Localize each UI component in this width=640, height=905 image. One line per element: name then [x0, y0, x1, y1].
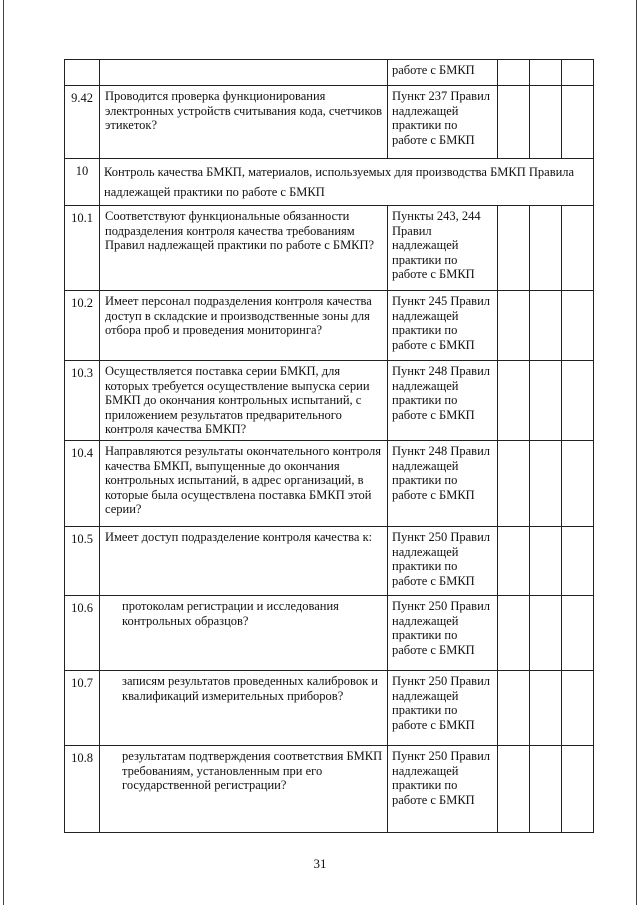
cell-not-applicable [562, 527, 594, 596]
cell-yes [498, 60, 530, 86]
cell-question: Соответствуют функциональные обязанности подразделения контроля качества требованиям Правил надлежащей практики по работе с БМКП? [100, 206, 388, 291]
cell-no [530, 60, 562, 86]
cell-number: 10.7 [65, 671, 100, 746]
cell-no [530, 671, 562, 746]
cell-number: 10.4 [65, 441, 100, 527]
cell-not-applicable [562, 60, 594, 86]
cell-no [530, 206, 562, 291]
cell-number: 9.42 [65, 86, 100, 159]
cell-number: 10.2 [65, 291, 100, 361]
cell-no [530, 291, 562, 361]
cell-no [530, 361, 562, 441]
cell-yes [498, 596, 530, 671]
cell-number: 10.6 [65, 596, 100, 671]
cell-yes [498, 361, 530, 441]
cell-question: Проводится проверка функционирования электронных устройств считывания кода, счетчиков этикеток? [100, 86, 388, 159]
cell-no [530, 527, 562, 596]
cell-reference: Пункт 250 Правил надлежащей практики по работе с БМКП [388, 671, 498, 746]
cell-reference: Пункт 250 Правил надлежащей практики по работе с БМКП [388, 527, 498, 596]
table-row [65, 60, 594, 86]
cell-not-applicable [562, 596, 594, 671]
cell-question: Имеет доступ подразделение контроля качества к: [100, 527, 388, 596]
cell-yes [498, 671, 530, 746]
table-row [65, 746, 594, 833]
cell-not-applicable [562, 671, 594, 746]
cell-reference: работе с БМКП [388, 60, 498, 86]
cell-yes [498, 206, 530, 291]
cell-no [530, 746, 562, 833]
page-edge-left [3, 0, 4, 905]
cell-reference: Пункт 248 Правил надлежащей практики по работе с БМКП [388, 441, 498, 527]
table-row [65, 86, 594, 159]
table-row [65, 441, 594, 527]
cell-number [65, 60, 100, 86]
cell-yes [498, 86, 530, 159]
cell-yes [498, 441, 530, 527]
cell-no [530, 86, 562, 159]
cell-not-applicable [562, 746, 594, 833]
cell-question: Направляются результаты окончательного контроля качества БМКП, выпущенные до окончания контрольных испытаний, в адрес организаций, в которые была осуществлена поставка БМКП этой серии? [100, 441, 388, 527]
cell-number: 10.1 [65, 206, 100, 291]
cell-no [530, 441, 562, 527]
cell-no [530, 596, 562, 671]
cell-number: 10.5 [65, 527, 100, 596]
cell-question: записям результатов проведенных калибровок и квалификаций измерительных приборов? [100, 671, 388, 746]
cell-question: результатам подтверждения соответствия БМКП требованиям, установленным при его государственной регистрации? [100, 746, 388, 833]
cell-not-applicable [562, 206, 594, 291]
cell-not-applicable [562, 361, 594, 441]
table-row [65, 671, 594, 746]
cell-not-applicable [562, 291, 594, 361]
cell-reference: Пункт 248 Правил надлежащей практики по работе с БМКП [388, 361, 498, 441]
table-row [65, 206, 594, 291]
table-row [65, 291, 594, 361]
section-row [65, 159, 594, 206]
cell-question [100, 60, 388, 86]
table-row [65, 596, 594, 671]
cell-not-applicable [562, 86, 594, 159]
cell-question: Имеет персонал подразделения контроля качества доступ в складские и производственные зоны для отбора проб и проведения мониторинга? [100, 291, 388, 361]
table-row [65, 361, 594, 441]
section-title: Контроль качества БМКП, материалов, используемых для производства БМКП Правила надлежащей практики по работе с БМКП [100, 159, 594, 206]
cell-reference: Пункт 245 Правил надлежащей практики по работе с БМКП [388, 291, 498, 361]
cell-reference: Пункты 243, 244 Правил надлежащей практики по работе с БМКП [388, 206, 498, 291]
table-row [65, 527, 594, 596]
checklist-table [64, 59, 594, 833]
page-number: 31 [313, 856, 327, 871]
cell-reference: Пункт 237 Правил надлежащей практики по работе с БМКП [388, 86, 498, 159]
cell-reference: Пункт 250 Правил надлежащей практики по работе с БМКП [388, 596, 498, 671]
cell-question: Осуществляется поставка серии БМКП, для которых требуется осуществление выпуска серии БМКП до окончания контрольных испытаний, с приложением результатов предварительного контроля качества БМКП? [100, 361, 388, 441]
cell-not-applicable [562, 441, 594, 527]
cell-yes [498, 291, 530, 361]
cell-number: 10 [65, 159, 100, 206]
cell-reference: Пункт 250 Правил надлежащей практики по работе с БМКП [388, 746, 498, 833]
cell-yes [498, 527, 530, 596]
page-edge-right [636, 0, 637, 905]
cell-yes [498, 746, 530, 833]
cell-question: протоколам регистрации и исследования контрольных образцов? [100, 596, 388, 671]
cell-number: 10.8 [65, 746, 100, 833]
cell-number: 10.3 [65, 361, 100, 441]
